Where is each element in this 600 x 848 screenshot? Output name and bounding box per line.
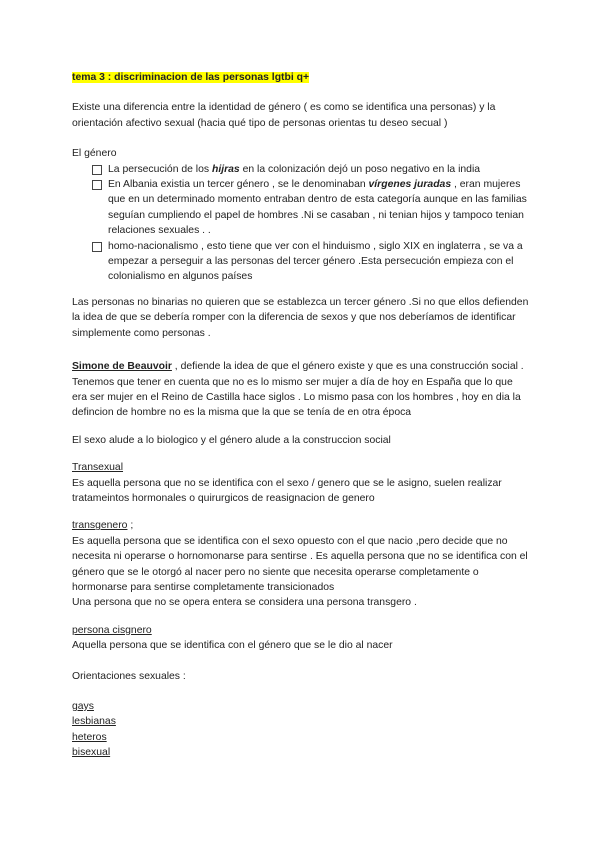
beauvoir-paragraph: Simone de Beauvoir , defiende la idea de que el género existe y que es una construcción social . <box>72 361 524 373</box>
beauvoir-paragraph-2: Tenemos que tener en cuenta que no es lo mismo ser mujer a día de hoy en España que lo que era ser mujer en el Reino de Castilla hace siglos . Lo mismo pasa con los hombres , hoy en dia la defincion de hombre no es la misma que la que se tenía de en otra época <box>72 376 521 419</box>
genero-heading: El género <box>72 148 117 160</box>
transgenero-heading: transgenero <box>72 520 128 532</box>
transgenero-heading-line: transgenero ; <box>72 520 134 532</box>
genero-list <box>72 162 530 285</box>
intro-paragraph: Existe una diferencia entre la identidad de género ( es como se identifica una personas) y la orientación afectivo sexual (hacia qué tipo de personas orientas tu deseo secual ) <box>72 102 496 129</box>
checkbox-icon <box>92 165 102 175</box>
transexual-heading: Transexual <box>72 462 124 474</box>
list-item: La persecución de los hijras en la colonización dejó un poso negativo en la india <box>72 162 530 177</box>
no-binarias-paragraph: Las personas no binarias no quieren que se establezca un tercer género .Si no que ellos defienden la idea de que se debería romper con la diferencia de sexos y que nos deberíamos de identificar simplemente como personas . <box>72 296 529 339</box>
transgenero-paragraph: Es aquella persona que se identifica con el sexo opuesto con el que nacio ,pero decide que no necesita ni operarse o hornomonarse para sentirse . Es aquella persona que no se identifica con el género que se le otorgó al nacer pero no siente que necesita operarse completamente o hormonarse para sentirse completamente transicionados <box>72 535 528 593</box>
document-page <box>72 70 530 761</box>
list-item: homo-nacionalismo , esto tiene que ver con el hinduismo , siglo XIX en inglaterra , se va a empezar a perseguir a las personas del tercer género .Esta persecución empieza con el colonialismo en algunos países <box>72 239 530 285</box>
orientacion-item: gays <box>72 701 94 712</box>
orientacion-item: lesbianas <box>72 716 116 728</box>
beauvoir-name: Simone de Beauvoir <box>72 361 172 373</box>
document-title: tema 3 : discriminacion de las personas lgtbi q+ <box>72 72 310 83</box>
list-item: En Albania existia un tercer género , se le denominaban vírgenes juradas , eran mujeres que en un determinado momento entraban dentro de esta categoría aunque en las familias seguían cumpliendo el papel de hombres .Ni se casaban , ni tenian hijos y tampoco tenian relaciones sexuales . . <box>72 177 530 239</box>
checkbox-icon <box>92 242 102 252</box>
cisgenero-paragraph: Aquella persona que se identifica con el género que se le dio al nacer <box>72 640 393 652</box>
orientaciones-heading: Orientaciones sexuales : <box>72 670 186 682</box>
orientacion-item: heteros <box>72 731 107 743</box>
sexo-genero-paragraph: El sexo alude a lo biologico y el género alude a la construccion social <box>72 434 391 446</box>
transgenero-paragraph-2: Una persona que no se opera entera se considera una persona transgero . <box>72 597 417 609</box>
cisgenero-heading: persona cisgnero <box>72 624 152 636</box>
orientacion-item: bisexual <box>72 747 111 759</box>
transexual-paragraph: Es aquella persona que no se identifica con el sexo / genero que se le asigno, suelen realizar tratameintos hormonales o quirurgicos de reasignacion de genero <box>72 477 502 504</box>
checkbox-icon <box>92 180 102 190</box>
